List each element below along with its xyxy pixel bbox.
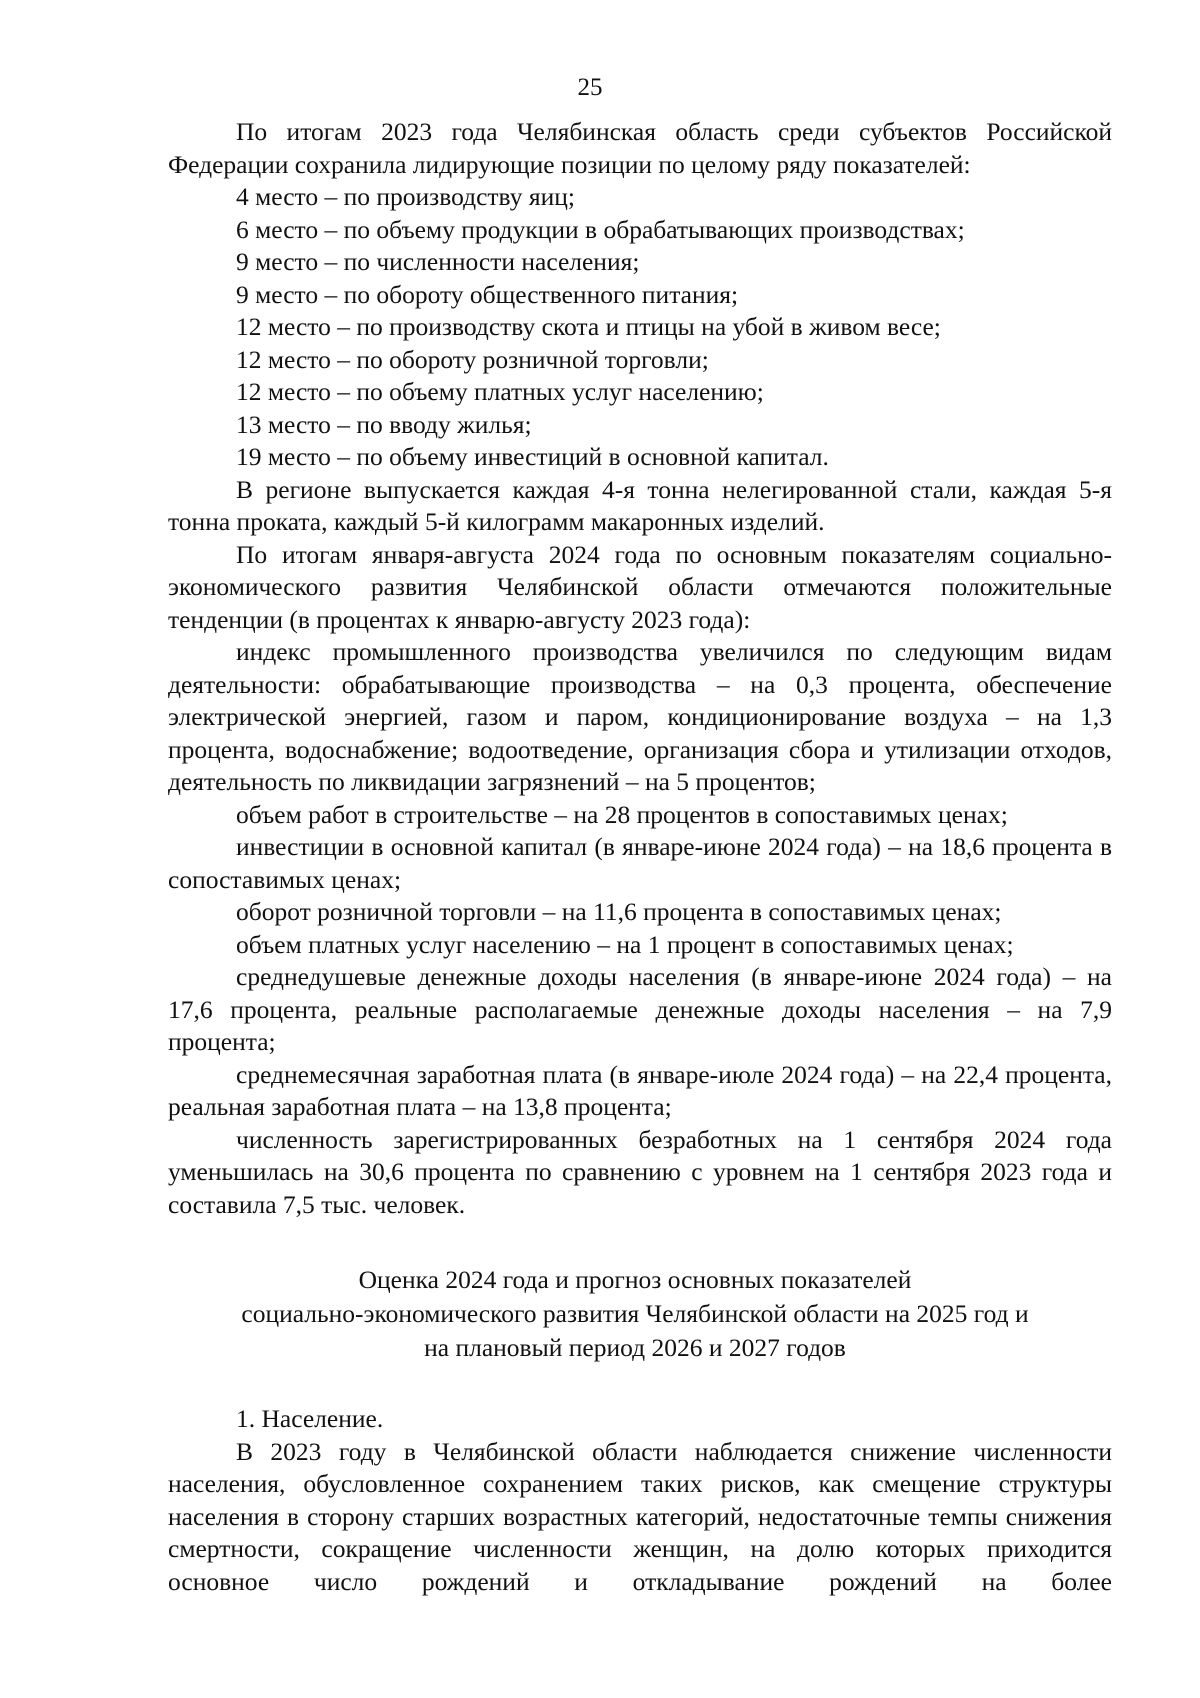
trends-paragraph: По итогам января-августа 2024 года по основным показателям социально-экономического развития Челябинской области отмечаются положительные тенденции (в процентах к январю-августу 2023 года): <box>168 539 1112 634</box>
ranking-item: 9 место – по обороту общественного питания; <box>236 279 739 309</box>
heading-line: на плановый период 2026 и 2027 годов <box>424 1333 846 1362</box>
ranking-item: 12 место – по объему платных услуг населению; <box>236 377 764 406</box>
ranking-item: 9 место – по численности населения; <box>236 247 640 276</box>
construction-paragraph: объем работ в строительстве – на 28 процентов в сопоставимых ценах; <box>236 799 1008 829</box>
document-body <box>168 116 1112 1598</box>
ranking-item: 13 место – по вводу жилья; <box>236 409 532 439</box>
ranking-item: 12 место – по производству скота и птицы на убой в живом весе; <box>236 312 941 341</box>
page-number: 25 <box>577 74 603 101</box>
population-paragraph: В 2023 году в Челябинской области наблюдается снижение численности населения, обусловленное сохранением таких рисков, как смещение структуры населения в сторону старших возрастных категорий, недостаточные темпы снижения смертности, сокращение численности женщин, на долю которых приходится основное число рождений и откладывание рождений на более <box>168 1436 1112 1596</box>
ranking-item: 4 место – по производству яиц; <box>236 182 575 211</box>
intro-paragraph: По итогам 2023 года Челябинская область среди субъектов Российской Федерации сохранила лидирующие позиции по целому ряду показателей: <box>168 117 1112 179</box>
salary-paragraph: среднемесячная заработная плата (в январе-июле 2024 года) – на 22,4 процента, реальная заработная плата – на 13,8 процента; <box>168 1059 1112 1121</box>
ranking-item: 12 место – по обороту розничной торговли; <box>236 344 709 374</box>
rankings-list <box>168 181 1112 474</box>
steel-paragraph: В регионе выпускается каждая 4-я тонна нелегированной стали, каждая 5-я тонна проката, каждый 5-й килограмм макаронных изделий. <box>168 474 1112 536</box>
section-title: 1. Население. <box>236 1404 384 1433</box>
ranking-item: 19 место – по объему инвестиций в основной капитал. <box>236 442 829 471</box>
industry-paragraph: индекс промышленного производства увеличился по следующим видам деятельности: обрабатывающие производства – на 0,3 процента, обеспечение электрической энергией, газом и паром, кондиционирование воздуха – на 1,3 процента, водоснабжение; водоотведение, организация сбора и утилизации отходов, деятельность по ликвидации загрязнений – на 5 процентов; <box>168 637 1112 796</box>
services-paragraph: объем платных услуг населению – на 1 процент в сопоставимых ценах; <box>236 929 1014 959</box>
heading-line: социально-экономического развития Челябинской области на 2025 год и <box>241 1299 1029 1328</box>
section-heading <box>168 1263 1112 1365</box>
unemployment-paragraph: численность зарегистрированных безработных на 1 сентября 2024 года уменьшилась на 30,6 процента по сравнению с уровнем на 1 сентября 2023 года и составила 7,5 тыс. человек. <box>168 1124 1112 1219</box>
retail-paragraph: оборот розничной торговли – на 11,6 процента в сопоставимых ценах; <box>236 897 1002 926</box>
heading-line: Оценка 2024 года и прогноз основных показателей <box>358 1265 912 1294</box>
ranking-item: 6 место – по объему продукции в обрабатывающих производствах; <box>236 214 965 244</box>
investment-paragraph: инвестиции в основной капитал (в январе-июне 2024 года) – на 18,6 процента в сопоставимых ценах; <box>168 832 1112 894</box>
income-paragraph: среднедушевые денежные доходы населения (в январе-июне 2024 года) – на 17,6 процента, реальные располагаемые денежные доходы населения – на 7,9 процента; <box>168 962 1112 1056</box>
